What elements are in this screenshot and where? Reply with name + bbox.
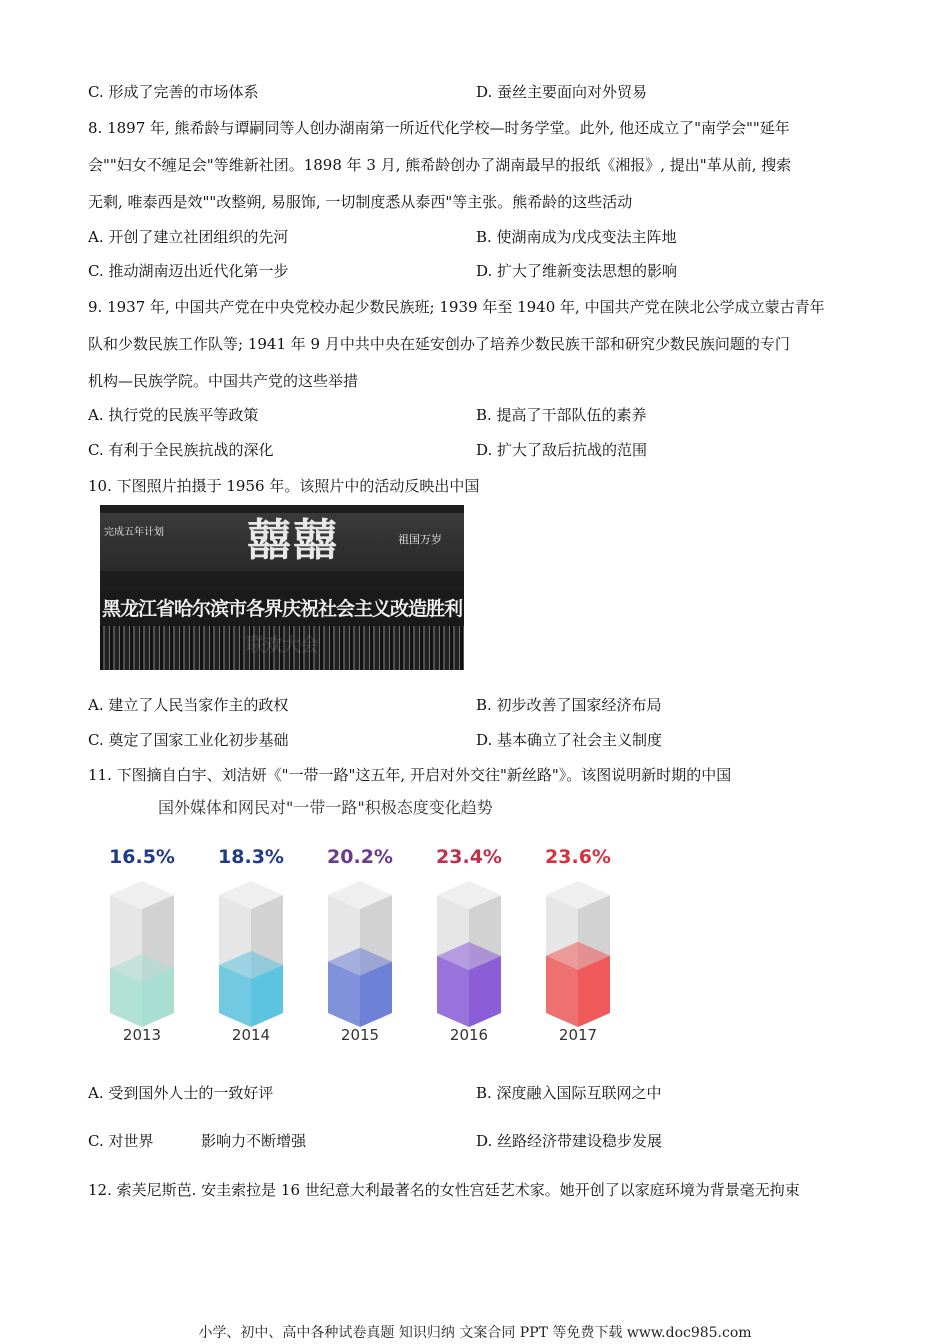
- q8-option-c: C. 推动湖南迈出近代化第一步: [88, 262, 289, 280]
- x-tick-label: 2013: [122, 1026, 162, 1044]
- q11-option-c: C. 对世界 影响力不断增强: [88, 1132, 307, 1150]
- q8-stem-line-3: 无剩, 唯泰西是效""改整朔, 易服饰, 一切制度悉从泰西"等主张。熊希龄的这些活动: [88, 193, 633, 211]
- x-tick-label: 2016: [449, 1026, 489, 1044]
- q10-option-b: B. 初步改善了国家经济布局: [476, 696, 662, 714]
- q11-option-d: D. 丝路经济带建设稳步发展: [476, 1132, 663, 1150]
- photo-banner: 黑龙江省哈尔滨市各界庆祝社会主义改造胜利: [100, 591, 464, 627]
- q11-option-a: A. 受到国外人士的一致好评: [88, 1084, 274, 1102]
- x-tick-label: 2014: [231, 1026, 271, 1044]
- photo-sign-right: 祖国万岁: [398, 533, 442, 546]
- page-footer: 小学、初中、高中各种试卷真题 知识归纳 文案合同 PPT 等免费下载 www.doc985.com: [198, 1325, 752, 1341]
- q9-option-b: B. 提高了干部队伍的素养: [476, 406, 647, 424]
- x-tick-label: 2015: [340, 1026, 380, 1044]
- photo-crowd: [100, 626, 464, 670]
- q8-option-b: B. 使湖南成为戊戌变法主阵地: [476, 228, 677, 246]
- q8-stem-line-2: 会""妇女不缠足会"等维新社团。1898 年 3 月, 熊希龄创办了湖南最早的报纸《湘报》, 提出"革从前, 搜索: [88, 156, 792, 174]
- q9-stem-line-3: 机构—民族学院。中国共产党的这些举措: [88, 372, 359, 390]
- q10-stem-line-1: 10. 下图照片拍摄于 1956 年。该照片中的活动反映出中国: [88, 477, 480, 495]
- value-label: 20.2%: [327, 846, 393, 868]
- photo-1956-rally: [100, 505, 464, 670]
- q9-option-c: C. 有利于全民族抗战的深化: [88, 441, 274, 459]
- q8-option-d: D. 扩大了维新变法思想的影响: [476, 262, 678, 280]
- belt-road-attitude-chart: [100, 795, 620, 1057]
- q12-stem-line-1: 12. 索芙尼斯芭. 安圭索拉是 16 世纪意大利最著名的女性宫廷艺术家。她开创了以家庭环境为背景毫无拘束: [88, 1181, 800, 1199]
- q9-stem-line-1: 9. 1937 年, 中国共产党在中央党校办起少数民族班; 1939 年至 1940 年, 中国共产党在陕北公学成立蒙古青年: [88, 298, 825, 316]
- q9-option-a: A. 执行党的民族平等政策: [88, 406, 259, 424]
- q11-stem-line-1: 11. 下图摘自白宇、刘洁妍《"一带一路"这五年, 开启对外交往"新丝路"》。该图说明新时期的中国: [88, 766, 732, 784]
- q7-option-d: D. 蚕丝主要面向对外贸易: [476, 83, 648, 101]
- q10-option-c: C. 奠定了国家工业化初步基础: [88, 731, 289, 749]
- q11-option-b: B. 深度融入国际互联网之中: [476, 1084, 662, 1102]
- value-label: 23.4%: [436, 846, 502, 868]
- value-label: 16.5%: [109, 846, 175, 868]
- q7-option-c: C. 形成了完善的市场体系: [88, 83, 259, 101]
- q10-option-d: D. 基本确立了社会主义制度: [476, 731, 663, 749]
- q9-stem-line-2: 队和少数民族工作队等; 1941 年 9 月中共中央在延安创办了培养少数民族干部和研究少数民族问题的专门: [88, 335, 790, 353]
- q9-option-d: D. 扩大了敌后抗战的范围: [476, 441, 648, 459]
- chart-title: 国外媒体和网民对"一带一路"积极态度变化趋势: [158, 798, 493, 817]
- q8-stem-line-1: 8. 1897 年, 熊希龄与谭嗣同等人创办湖南第一所近代化学校—时务学堂。此外, 他还成立了"南学会""延年: [88, 119, 790, 137]
- q8-option-a: A. 开创了建立社团组织的先河: [88, 228, 289, 246]
- photo-double-happiness: 囍囍: [247, 515, 339, 566]
- q10-option-a: A. 建立了人民当家作主的政权: [88, 696, 289, 714]
- photo-sign-left: 完成五年计划: [104, 527, 164, 538]
- value-label: 23.6%: [545, 846, 611, 868]
- x-tick-label: 2017: [558, 1026, 598, 1044]
- value-label: 18.3%: [218, 846, 284, 868]
- chart-svg: [100, 795, 620, 1057]
